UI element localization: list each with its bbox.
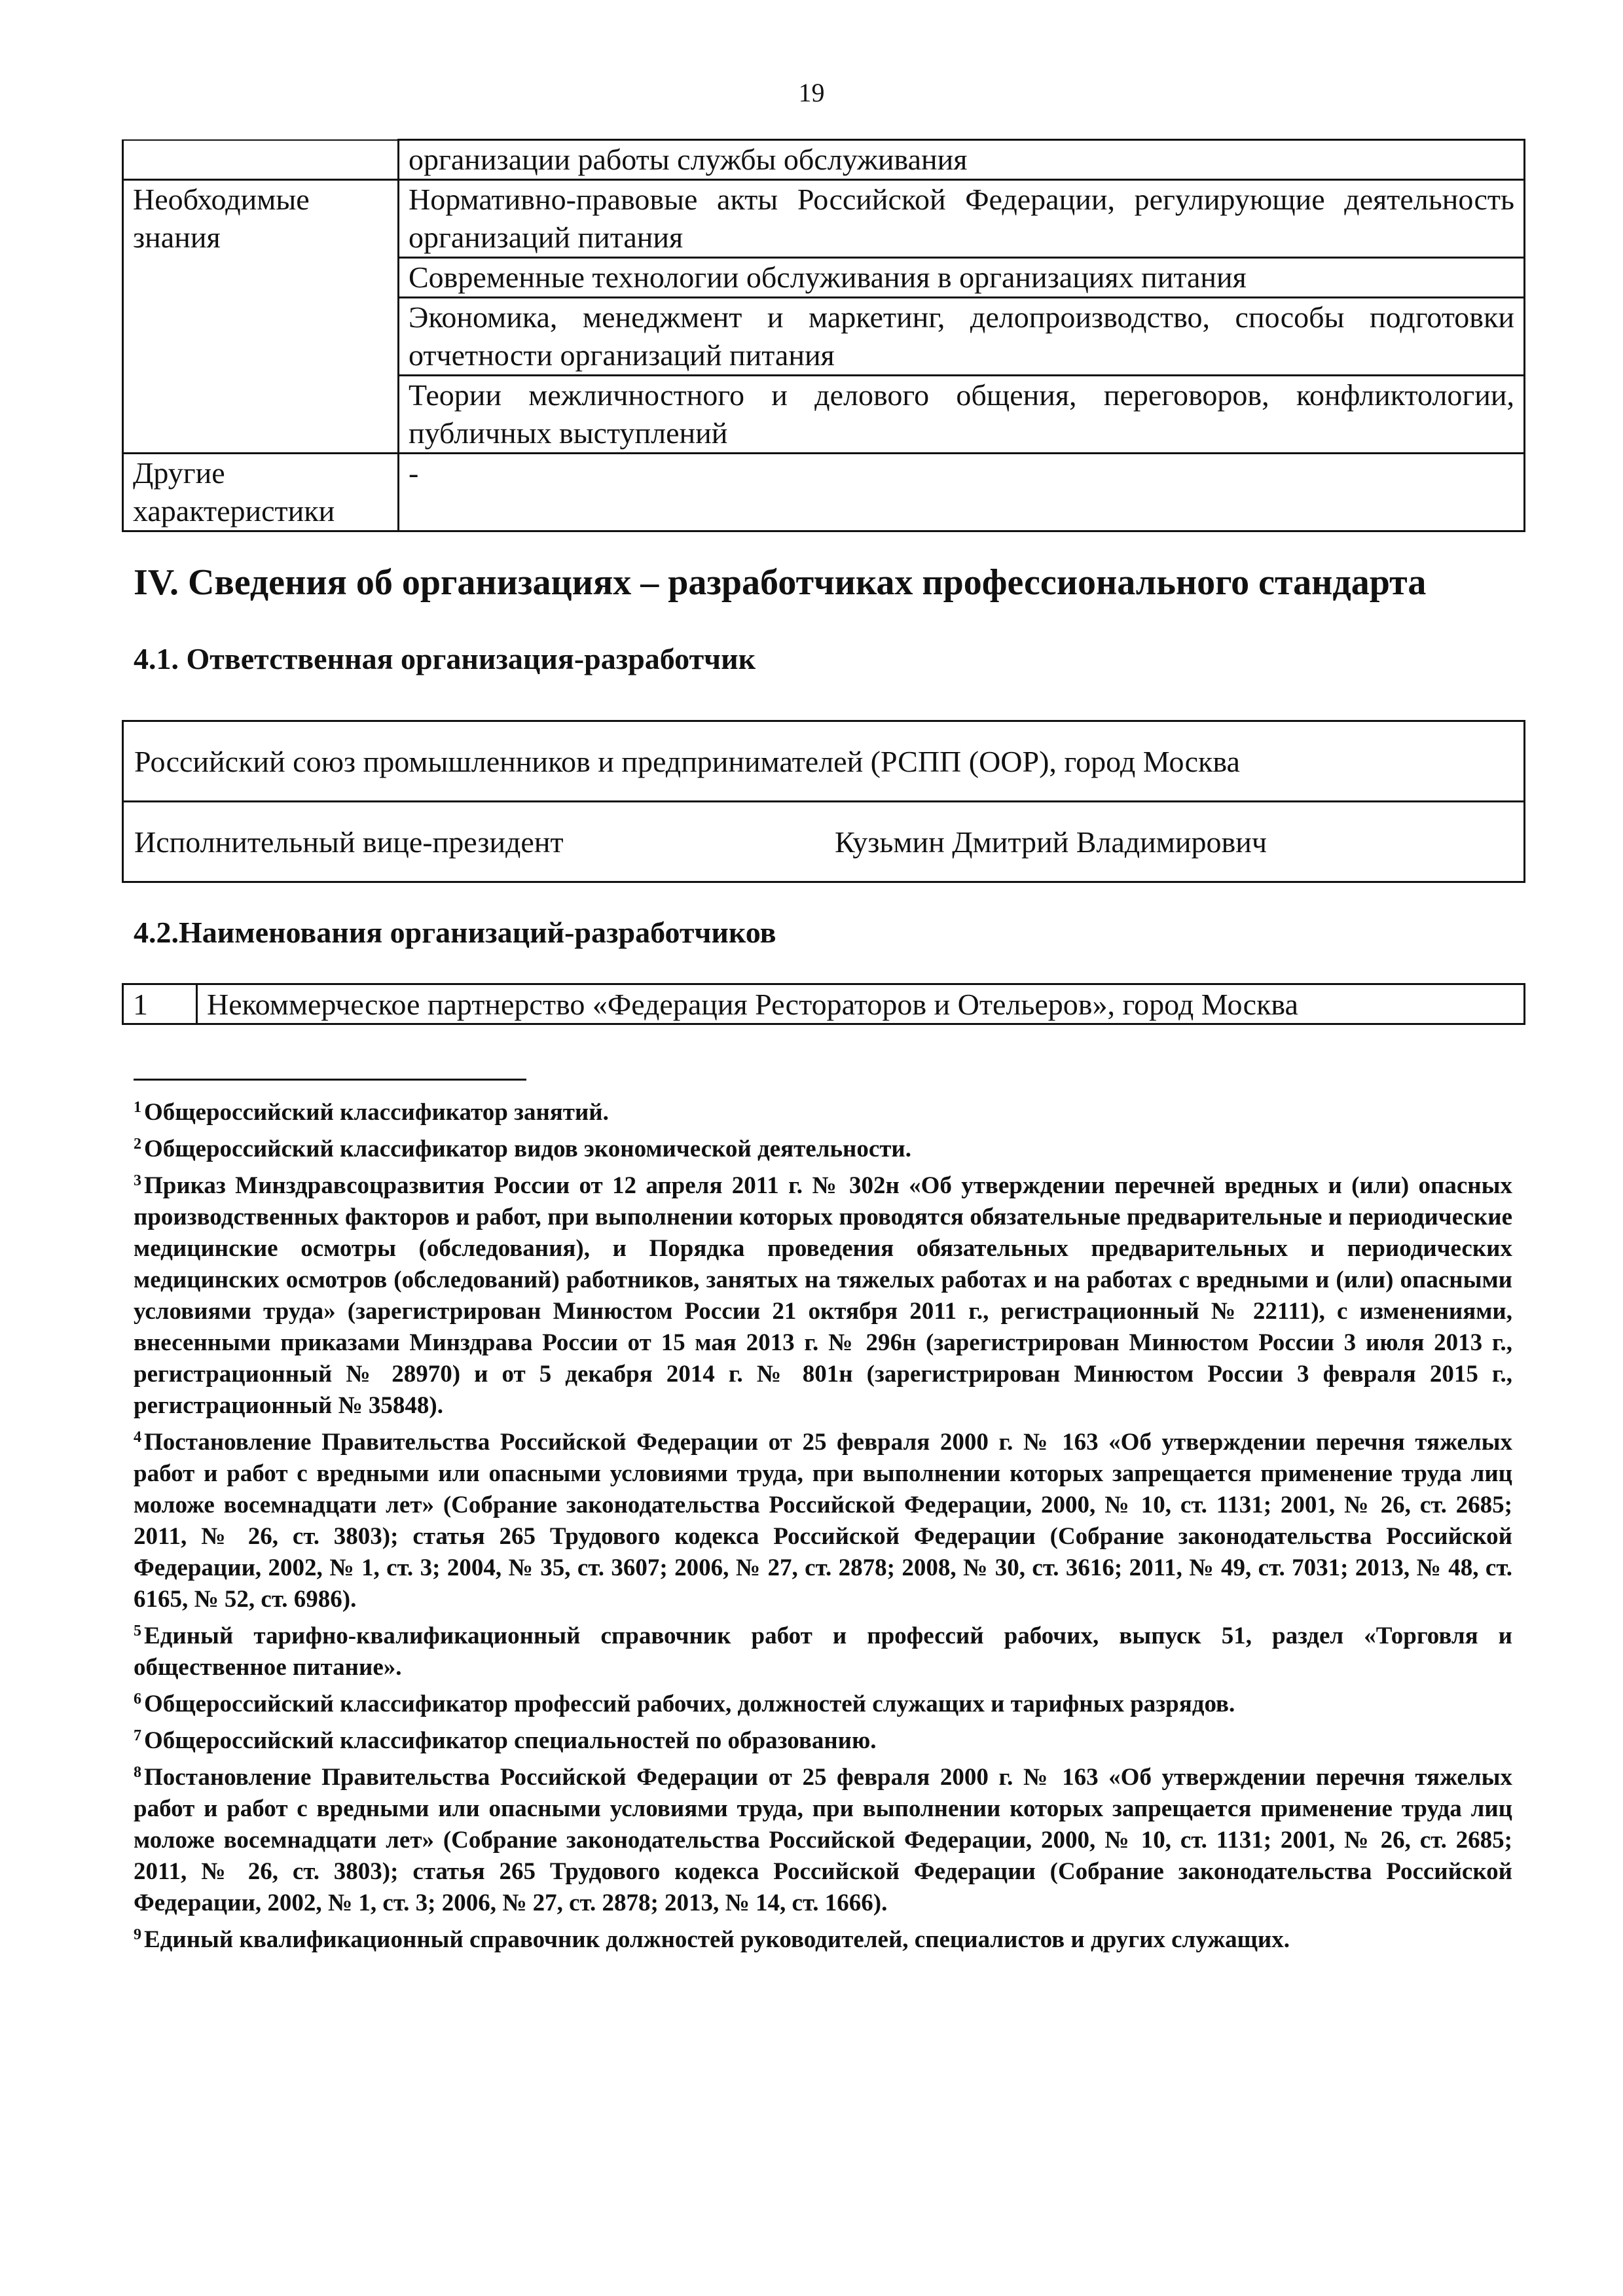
qualification-table xyxy=(122,139,1525,532)
row-label-other: Другие характеристики xyxy=(123,454,399,531)
footnote-text: Общероссийский классификатор занятий. xyxy=(144,1099,609,1126)
footnote xyxy=(134,1165,1512,1422)
organization-name: Российский союз промышленников и предпринимателей (РСПП (ООР), город Москва xyxy=(123,721,1525,802)
footnote-number: 1 xyxy=(134,1099,141,1116)
footnote-number: 9 xyxy=(134,1926,141,1943)
footnote xyxy=(134,1615,1512,1683)
row-label xyxy=(123,140,399,180)
row-label-knowledge: Необходимые знания xyxy=(123,180,399,454)
subsection-title-responsible: 4.1. Ответственная организация-разработчик xyxy=(134,642,756,675)
footnote xyxy=(134,1720,1512,1757)
signer-role: Исполнительный вице-президент xyxy=(134,825,564,859)
footnote xyxy=(134,1919,1512,1956)
table-row xyxy=(123,140,1525,180)
footnote xyxy=(134,1683,1512,1720)
footnote-number: 4 xyxy=(134,1429,141,1446)
row-text: Современные технологии обслуживания в организациях питания xyxy=(399,258,1525,298)
footnote-number: 5 xyxy=(134,1623,141,1640)
footnote-number: 8 xyxy=(134,1764,141,1781)
developers-table xyxy=(122,983,1525,1025)
footnote-text: Общероссийский классификатор видов экономической деятельности. xyxy=(144,1136,912,1162)
footnote-text: Постановление Правительства Российской Федерации от 25 февраля 2000 г. № 163 «Об утверждении перечня тяжелых работ и работ с вредными или опасными условиями труда, при выполнении которых запрещается применение труда лиц моложе восемнадцати лет» (Собрание законодательства Российской Федерации, 2000, № 10, ст. 1131; 2001, № 26, ст. 2685; 2011, № 26, ст. 3803); статья 265 Трудового кодекса Российской Федерации (Собрание законодательства Российской Федерации, 2002, № 1, ст. 3; 2004, № 35, ст. 3607; 2006, № 27, ст. 2878; 2008, № 30, ст. 3616; 2011, № 49, ст. 7031; 2013, № 48, ст. 6165, № 52, ст. 6986). xyxy=(134,1429,1512,1613)
footnote xyxy=(134,1128,1512,1165)
developer-number: 1 xyxy=(123,984,197,1024)
table-row xyxy=(123,984,1525,1024)
row-text: Нормативно-правовые акты Российской Федерации, регулирующие деятельность организаций питания xyxy=(399,180,1525,258)
page-number: 19 xyxy=(798,78,825,107)
row-text: Экономика, менеджмент и маркетинг, делопроизводство, способы подготовки отчетности организаций питания xyxy=(399,298,1525,376)
table-row xyxy=(123,802,1525,882)
footnote-text: Общероссийский классификатор специальностей по образованию. xyxy=(144,1727,877,1754)
row-text: Теории межличностного и делового общения, переговоров, конфликтологии, публичных выступлений xyxy=(399,376,1525,454)
table-row xyxy=(123,721,1525,802)
footnote-text: Общероссийский классификатор профессий рабочих, должностей служащих и тарифных разрядов. xyxy=(144,1691,1235,1717)
table-row xyxy=(123,180,1525,258)
footnote-text: Единый квалификационный справочник должностей руководителей, специалистов и других служащих. xyxy=(144,1926,1290,1953)
footnote-number: 7 xyxy=(134,1727,141,1744)
footnote-text: Приказ Минздравсоцразвития России от 12 апреля 2011 г. № 302н «Об утверждении перечней вредных и (или) опасных производственных факторов и работ, при выполнении которых проводятся обязательные предварительные и периодические медицинские осмотры (обследования), и Порядка проведения обязательных предварительных и периодических медицинских осмотров (обследований) работников, занятых на тяжелых работах и на работах с вредными и (или) опасными условиями труда» (зарегистрирован Минюстом России 21 октября 2011 г., регистрационный № 22111), с изменениями, внесенными приказами Минздрава России от 15 мая 2013 г. № 296н (зарегистрирован Минюстом России 3 июля 2013 г., регистрационный № 28970) и от 5 декабря 2014 г. № 801н (зарегистрирован Минюстом России 3 февраля 2015 г., регистрационный № 35848). xyxy=(134,1172,1512,1419)
footnote-number: 6 xyxy=(134,1691,141,1708)
table-row xyxy=(123,454,1525,531)
footnote-text: Постановление Правительства Российской Федерации от 25 февраля 2000 г. № 163 «Об утверждении перечня тяжелых работ и работ с вредными или опасными условиями труда, при выполнении которых запрещается применение труда лиц моложе восемнадцати лет» (Собрание законодательства Российской Федерации, 2000, № 10, ст. 1131; 2001, № 26, ст. 2685; 2011, № 26, ст. 3803); статья 265 Трудового кодекса Российской Федерации (Собрание законодательства Российской Федерации, 2002, № 1, ст. 3; 2006, № 27, ст. 2878; 2013, № 14, ст. 1666). xyxy=(134,1764,1512,1916)
footnote-number: 3 xyxy=(134,1172,141,1189)
developer-name: Некоммерческое партнерство «Федерация Рестораторов и Отельеров», город Москва xyxy=(197,984,1525,1024)
footnote xyxy=(134,1757,1512,1919)
footnote-number: 2 xyxy=(134,1136,141,1153)
footnote-text: Единый тарифно-квалификационный справочник работ и профессий рабочих, выпуск 51, раздел «Торговля и общественное питание». xyxy=(134,1623,1512,1681)
responsible-organization-table xyxy=(122,720,1525,883)
footnotes xyxy=(134,1092,1512,1956)
subsection-title-developers: 4.2.Наименования организаций-разработчиков xyxy=(134,916,776,949)
section-title: IV. Сведения об организациях – разработчиках профессионального стандарта xyxy=(134,562,1427,603)
footnote xyxy=(134,1422,1512,1615)
row-text: организации работы службы обслуживания xyxy=(399,140,1525,180)
footnote-divider xyxy=(134,1079,526,1081)
row-text: - xyxy=(399,454,1525,531)
footnote xyxy=(134,1092,1512,1128)
signer-name: Кузьмин Дмитрий Владимирович xyxy=(835,825,1267,859)
signer-cell xyxy=(123,802,1525,882)
signer-row xyxy=(134,825,1513,859)
